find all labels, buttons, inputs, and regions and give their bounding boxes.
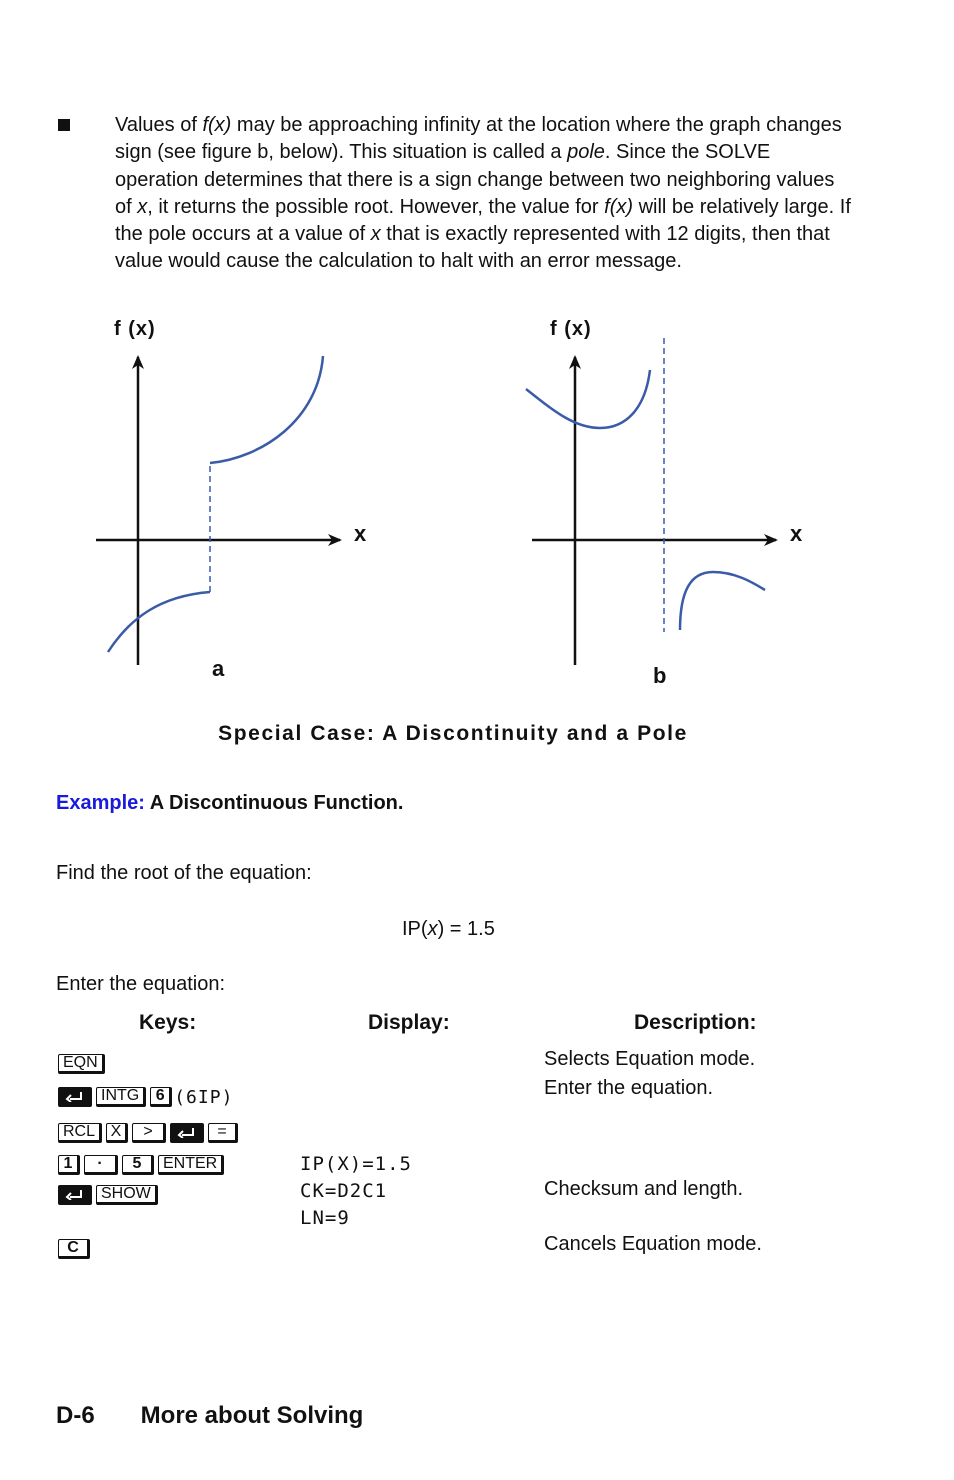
key-alpha-annotation: (6IP)	[174, 1086, 234, 1108]
row-description: Enter the equation.	[544, 1077, 714, 1099]
left-shift-arrow-icon	[177, 1126, 195, 1138]
figure-a-panel-label: a	[212, 656, 225, 681]
table-row	[58, 1121, 238, 1145]
figure-a-xlabel: x	[354, 521, 367, 546]
figure-b-left-curve	[526, 370, 650, 428]
key-rcl[interactable]: RCL	[58, 1123, 102, 1143]
description-header: Description:	[634, 1011, 757, 1034]
discontinuity-figure	[0, 300, 954, 700]
figure-b	[526, 338, 776, 665]
table-row	[58, 1052, 105, 1076]
left-shift-key[interactable]	[58, 1087, 92, 1107]
pole-paragraph: Values of f(x) may be approaching infinity at the location where the graph changes sign (see figure b, below). This situation is called a pole. Since the SOLVE operation determines that there is a sign change between two neighboring values of x, it returns the possible root. However, the value for f(x) will be relatively large. If the pole occurs at a value of x that is exactly represented with 12 digits, then that value would cause the calculation to halt with an error message.	[115, 114, 851, 273]
figure-a-ylabel: f (x)	[114, 318, 156, 340]
key-enter[interactable]: ENTER	[158, 1155, 224, 1175]
example-tag: Example:	[56, 792, 145, 814]
figure-b-right-curve	[680, 572, 765, 630]
row-description: Selects Equation mode.	[544, 1048, 756, 1070]
display-header: Display:	[368, 1011, 450, 1034]
find-root-text: Find the root of the equation:	[56, 862, 312, 884]
key-show[interactable]: SHOW	[96, 1185, 158, 1205]
figure-a-upper-curve	[210, 356, 323, 463]
table-row	[58, 1085, 233, 1109]
left-shift-arrow-icon	[65, 1188, 83, 1200]
figure-b-ylabel: f (x)	[550, 318, 592, 340]
key-6[interactable]: 6	[150, 1087, 172, 1107]
display-equation: IP(X)=1.5	[300, 1153, 412, 1175]
key-equals[interactable]: =	[208, 1123, 238, 1143]
enter-equation-text: Enter the equation:	[56, 973, 226, 995]
left-shift-arrow-icon	[65, 1090, 83, 1102]
page-footer	[56, 1402, 363, 1430]
figure-a	[96, 356, 340, 665]
table-row	[58, 1183, 158, 1207]
figure-b-xlabel: x	[790, 521, 803, 546]
equation: IP(x) = 1.5	[402, 918, 495, 940]
page-number: D-6	[56, 1402, 95, 1429]
key-intg[interactable]: INTG	[96, 1087, 146, 1107]
chapter-title: More about Solving	[140, 1402, 364, 1429]
figure-a-lower-curve	[108, 592, 210, 652]
key-5[interactable]: 5	[122, 1155, 154, 1175]
bullet-square	[58, 119, 70, 131]
figure-b-panel-label: b	[653, 663, 667, 688]
display-length: LN=9	[300, 1207, 350, 1229]
key-decimal[interactable]: ·	[84, 1155, 118, 1175]
key-c[interactable]: C	[58, 1239, 90, 1259]
key-x[interactable]: X	[106, 1123, 128, 1143]
key-greater-than[interactable]: >	[132, 1123, 166, 1143]
row-description: Checksum and length.	[544, 1178, 744, 1200]
table-row	[58, 1153, 224, 1177]
figure-caption: Special Case: A Discontinuity and a Pole	[218, 722, 688, 745]
key-eqn[interactable]: EQN	[58, 1054, 105, 1074]
row-description: Cancels Equation mode.	[544, 1233, 762, 1255]
example-title: A Discontinuous Function.	[149, 792, 404, 814]
left-shift-key[interactable]	[170, 1123, 204, 1143]
key-1[interactable]: 1	[58, 1155, 80, 1175]
display-checksum: CK=D2C1	[300, 1180, 388, 1202]
keys-header: Keys:	[139, 1011, 197, 1034]
left-shift-key[interactable]	[58, 1185, 92, 1205]
table-row	[58, 1237, 90, 1261]
example-heading	[56, 792, 403, 815]
